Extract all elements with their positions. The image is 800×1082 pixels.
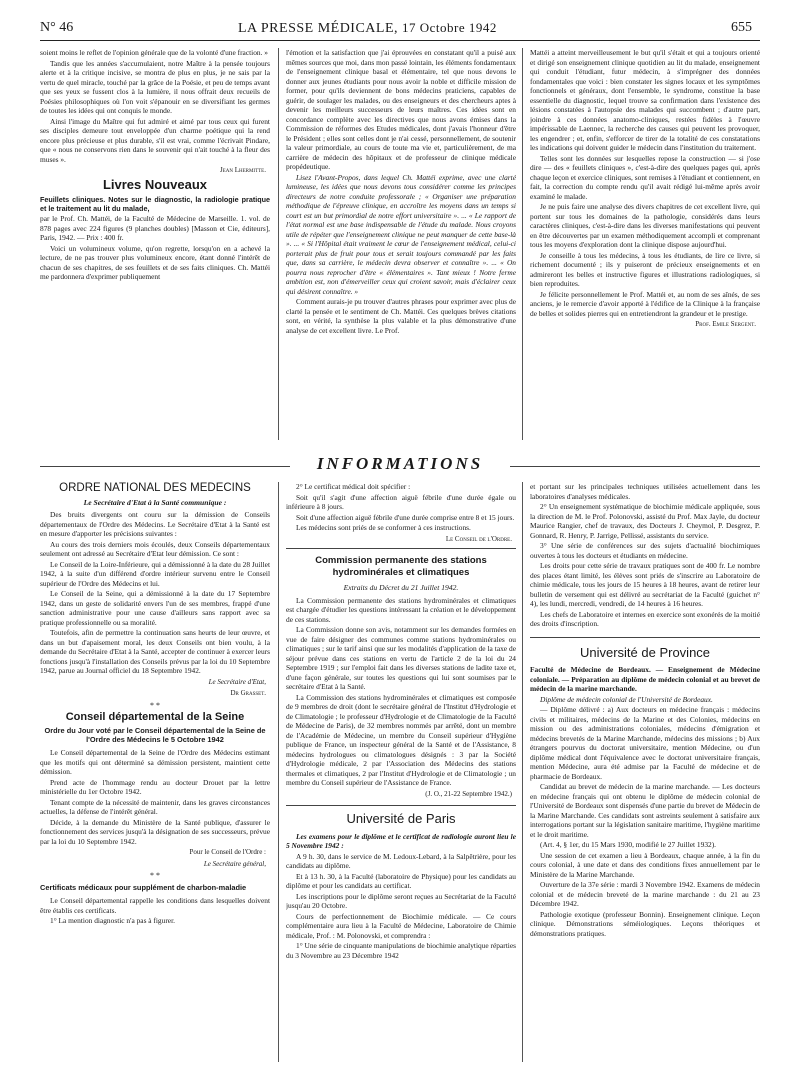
- top-column-1: [40, 48, 270, 448]
- paragraph: Tandis que les années s'accumulaient, notre Maître à la pensée toujours alerte et à la critique incisive, se montra de plus en plus, je ne sais par la vertu de quel miracle, touché par la grâce de la Poésie, et peu de temps avant que ses yeux se fussent clos à la lumière, il nous offrait deux recueils de Poésies philosophiques où l'on voit s'épanouir en se diversifiant les germes de toutes les idées qui ont conquis le monde.: [40, 58, 270, 115]
- section-title-ordre: ORDRE NATIONAL DES MÉDECINS: [59, 482, 251, 494]
- paragraph: 2° Un enseignement systématique de biochimie médicale appliquée, sous la direction de M. le Prof. Polonovski, assisté du Prof. Max Jayle, du docteur Maurice Rangier, chef de travaux, des Docteurs J. Cheymol, P. Desgrez, P. Gonnard, R. Henry, P. Jarrige, Pellissé, assistants du service.: [530, 502, 760, 540]
- paragraph: Des bruits divergents ont couru sur la démission de Conseils départementaux de l'Ordre des Médecins. Le Secrétaire d'Etat à la Santé est en mesure d'apporter les précisions suivantes :: [40, 510, 270, 538]
- seine-signature-title: Le Secrétaire général,: [203, 859, 266, 868]
- column-rule: [522, 48, 523, 440]
- paragraph: Faculté de Médecine de Bordeaux. — Enseignement de Médecine coloniale. — Préparation au diplôme de médecin colonial et au brevet de médecin de la marine marchande.: [530, 665, 760, 693]
- paragraph: Soit d'une affection aiguë fébrile d'une durée comprise entre 8 et 15 jours.: [296, 512, 515, 522]
- informations-rule-left: [40, 466, 290, 467]
- paragraph: Le Conseil de la Loire-Inférieure, qui a démissionné à la date du 28 Juillet 1942, à la suite d'un différend d'ordre intérieur survenu entre le Conseil supérieur de l'Ordre des Médecins et lui.: [40, 559, 270, 588]
- seine-signature: Pour le Conseil de l'Ordre :: [189, 848, 266, 856]
- paragraph: Prend acte de l'hommage rendu au docteur Drouet par la lettre ministérielle du 1er Octobre 1942.: [40, 777, 270, 796]
- paragraph: et portant sur les principales techniques utilisées actuellement dans les laboratoires d'analyses médicales.: [530, 482, 760, 501]
- ordre-signature-title: Le Secrétaire d'Etat,: [208, 677, 266, 686]
- column-rule: [278, 48, 279, 440]
- section-title-province: Université de Province: [579, 644, 711, 660]
- paragraph: Diplôme de médecin colonial de l'Université de Bordeaux.: [540, 694, 713, 704]
- section-title-commission: Commission permanente des stations hydrominérales et climatiques: [315, 555, 487, 578]
- paragraph: Le Conseil départemental de la Seine de l'Ordre des Médecins estimant que les motifs qui ont déterminé sa démission persistent, maintient cette démission.: [40, 748, 270, 776]
- section-title-certificats: Certificats médicaux pour supplément de charbon-maladie: [40, 883, 247, 892]
- paragraph: — Diplôme délivré : a) Aux docteurs en médecine français : médecins civils et militaires, médecins de la Marine et des Colonies, médecins en mission ou des administrations coloniales, médecins d'émigration et médecins brevetés de la Marine Marchande, médecins des missions ; b) Aux étrangers pourvus du doctorat universitaire, mention Médecine, ou d'un diplôme médical dont l'équivalence avec le doctorat universitaire français, mention Médecine, aura été admise par la Faculté de médecine et de pharmacie de Bordeaux.: [530, 705, 760, 781]
- seine-subtitle: Ordre du Jour voté par le Conseil départemental de la Seine de l'Ordre des Médecins le 5 Octobre 1942: [44, 726, 266, 744]
- header-rule: [40, 40, 760, 41]
- paragraph: Les inscriptions pour le diplôme seront reçues au Secrétariat de la Faculté jusqu'au 20 Octobre.: [286, 891, 516, 910]
- paragraph: Lisez l'Avant-Propos, dans lequel Ch. Mattéi exprime, avec une clarté lumineuse, les idées que nous devons tous considérer comme les principes directeurs de notre conduite professorale ; « Organiser une préparation méthodique de l'épreuve clinique, en accroître les moyens dans un temps si court est un but primordial de notre effort universitaire ». ... « Le rapport de l'état normal est une base indispensable de l'étude du malade. Nous croyons utile de répéter que l'enseignement clinique ne peut manquer de cette base-là ». ... « Si l'Hôpital était vraiment le cœur de l'enseignement médical, celui-ci porterait plus de fruit pour tous et serait toujours commandé par les faits que, dans sa carrière, le médecin devra observer et connaître ». ... « On pourra nous reprocher d'être « élémentaires ». Tant mieux ! Notre ferme ambition est, non d'émerveiller ceux qui croient savoir, mais d'éclairer ceux qui désirent connaître. »: [286, 172, 516, 296]
- page-header: [0, 20, 800, 42]
- issue-number: N° 46: [40, 20, 74, 35]
- bottom-column-3: [530, 482, 760, 1077]
- paragraph: A 9 h. 30, dans le service de M. Ledoux-Lebard, à la Salpêtrière, pour les candidats au diplôme.: [286, 851, 516, 870]
- section-title-livres: Livres Nouveaux: [102, 176, 208, 192]
- section-title-seine: Conseil départemental de la Seine: [65, 710, 245, 723]
- commission-subtitle: Extraits du Décret du 21 Juillet 1942.: [343, 583, 459, 592]
- paragraph: Ainsi l'image du Maître qui fut admiré et aimé par tous ceux qui furent ses disciples demeure tout enveloppée d'un charme poétique qui la rend encore plus précieuse et plus durable, s'il est vrai, comme l'écrivait Pindare, que « nous ne conservons rien dans le souvenir qui n'ait touché à la fleur des muses ».: [40, 116, 270, 164]
- paragraph: 2° Le certificat médical doit spécifier :: [296, 482, 411, 491]
- paragraph: Une session de cet examen a lieu à Bordeaux, chaque année, à la fin du cours colonial, à une date et dans des conditions fixes annuellement par le Ministère de la Marine Marchande.: [530, 850, 760, 879]
- paragraph: Je ne puis faire une analyse des divers chapitres de cet excellent livre, qui portent sur tous les domaines de la pathologie, considérés dans leurs caractères cliniques, c'est-à-dire dans les diverses manifestations qui peuvent en être découvertes par un examen méthodiquement accompli et comprenant tous les moyens d'exploration dont la clinique dispose aujourd'hui.: [530, 202, 760, 249]
- section-rule: [286, 548, 516, 549]
- bottom-column-1: [40, 482, 270, 1077]
- paragraph: Voici un volumineux volume, qu'on regrette, lorsqu'on en a achevé la lecture, de ne pas trouver plus volumineux encore, étant donné l'intérêt de chacun de ses chapitres, de ses feuillets et de ses faits cliniques. Ch. Mattéi me pardonnera d'exprimer publiquement: [40, 243, 270, 282]
- paragraph: Pathologie exotique (professeur Bonnin). Enseignement clinique. Leçon clinique. Démonstrations séméiologiques. Leçons théoriques et démonstrations pratiques.: [530, 909, 760, 938]
- page-number: 655: [731, 20, 752, 35]
- paragraph: Je félicite personnellement le Prof. Mattéi et, au nom de ses aînés, de ses anciens, je le remercie d'avoir apporté à l'édifice de la Clinique à la française de belles et solides pierres qui en entretiendront la grandeur et le prestige.: [530, 289, 760, 318]
- informations-title: INFORMATIONS: [316, 454, 484, 473]
- bottom-column-2: [286, 482, 516, 1077]
- section-rule: [286, 805, 516, 806]
- ordre-signature-name: Dr Grasset.: [230, 689, 266, 697]
- paragraph: Le Conseil départemental rappelle les conditions dans lesquelles doivent être établis ces certificats.: [40, 896, 270, 915]
- ordre-subtitle: Le Secrétaire d'Etat à la Santé communique :: [83, 497, 227, 507]
- section-rule: [530, 637, 760, 638]
- author-signature: Jean Lhermitte.: [219, 166, 266, 174]
- paragraph: Les examens pour le diplôme et le certificat de radiologie auront lieu le 5 Novembre 1942 :: [286, 831, 516, 850]
- section-separator-stars: * *: [150, 871, 160, 880]
- paragraph: Comment aurais-je pu trouver d'autres phrases pour exprimer avec plus de clarté la pensée et le sentiment de Ch. Mattéi. Ces quelques brèves citations sont, en vérité, la synthèse la plus valable et la plus démonstrative d'une analyse de cet excellent livre. Le Prof.: [286, 297, 516, 335]
- paragraph: l'émotion et la satisfaction que j'ai éprouvées en constatant qu'il a puisé aux mêmes sources que moi, dans mon passé lointain, les éléments fondamentaux de l'enseignement clinique basal et élémentaire, tel que nous devons le donner aux jeunes étudiants pour nous avoir la noble et difficile mission de former, pour qu'ils deviennent de bons médecins praticiens, capables de guérir, de soulager les malades, ou des enseigneurs et des chercheurs aptes à devenir les meilleurs successeurs de leurs maîtres. Ces idées sont en concordance complète avec les directives que nous avons émises dans la Commission de réformes des Etudes médicales, dont j'avais l'honneur d'être le Président ; elles sont celles dont je n'ai cessé, personnellement, de soutenir la valeur primordiale, au cours de toute ma vie et, particulièrement, de ma carrière de médecin des hôpitaux et de professeur de clinique médicale propédeutique.: [286, 48, 516, 171]
- paragraph: Les médecins sont priés de se conformer à ces instructions.: [296, 523, 471, 532]
- section-separator-stars: * *: [150, 700, 160, 710]
- paragraph: 3° Une série de conférences sur des sujets d'actualité biochimiques ouvertes à tous les docteurs et étudiants en médecine.: [530, 541, 760, 560]
- issue-date: 17 Octobre 1942: [402, 20, 497, 35]
- paragraph: 1° Une série de cinquante manipulations de biochimie analytique réparties du 3 Novembre au 23 Décembre 1942: [286, 941, 516, 960]
- paragraph: Cours de perfectionnement de Biochimie médicale. — Ce cours complémentaire aura lieu à la Faculté de Médecine, Laboratoire de Chimie médicale, Prof. : M. Polonovski, et comprendra :: [286, 911, 516, 940]
- book-title: Feuillets cliniques. Notes sur le diagnostic, la radiologie pratique et le traitement au lit du malade,: [40, 195, 270, 214]
- book-bibliography: par le Prof. Ch. Mattéi, de la Faculté de Médecine de Marseille. 1. vol. de 878 pages avec 224 figures (9 planches doubles) [Masson et Cie, éditeurs], Paris, 1942. — Prix : 400 fr.: [40, 214, 270, 243]
- journal-title: [238, 20, 497, 37]
- paragraph: soient moins le reflet de l'opinion générale que de la volonté d'une fraction. »: [40, 48, 269, 57]
- paragraph: La Commission donne son avis, notamment sur les demandes formées en vue de faire désigner des communes comme stations hydrominérales ou climatiques ; sur le tarif ainsi que sur les modalités d'application de la taxe de séjour prévue dans ces stations en vertu de l'article 2 de la loi du 24 Septembre 1919 ; sur l'emploi fait dans les diverses stations de ladite taxe et, d'une façon générale, sur toutes les questions qui lui sont soumises par le secrétaire d'Etat à la Santé.: [286, 625, 516, 691]
- paragraph: Les droits pour cette série de travaux pratiques sont de 400 fr. Le nombre des places étant limité, les élèves sont priés de s'inscrire au Laboratoire de chimie médicale, tous les jours de 15 heures à 18 heures, avant de retirer leur bulletin de versement qui est délivré au secrétariat de la Faculté (guichet n° 4), les lundi, mercredi, vendredi, de 14 heures à 16 heures.: [530, 561, 760, 608]
- paragraph: La Commission des stations hydrominérales et climatiques est composée de 9 membres de droit (dont le secrétaire général de l'Institut d'Hydrologie et de Climatologie ; le professeur d'Hydrologie et de Climatologie de la Faculté de Médecine de Paris), de 32 membres nommés par arrêté, dont un membre de l'Académie de Médecine, un membre du Conseil supérieur d'Hygiène publique de France, un inspecteur général de la Santé et de l'Assistance, 8 médecins hydrologues ou climatologues désignés : 3 par la Société d'Hydrologie médicale, 2 par l'Association des Médecins des stations thermales et climatiques, 2 par l'Institut d'Hydrologie et de Climatologie ; un membre du Conseil supérieur de l'Assistance de France.: [286, 692, 516, 787]
- paragraph: Et à 13 h. 30, à la Faculté (laboratoire de Physique) pour les candidats au diplôme et pour les candidats au certificat.: [286, 871, 516, 890]
- paragraph: Au cours des trois derniers mois écoulés, deux Conseils départementaux seulement ont adressé au Secrétaire d'Etat leur démission. Ce sont :: [40, 539, 270, 558]
- paragraph: Candidat au brevet de médecin de la marine marchande. — Les docteurs en médecine français qui ont obtenu le diplôme de médecin colonial de l'Université de Bordeaux sont dispensés d'une partie du brevet de Médecin de la Marine Marchande. Ces candidats sont astreints seulement à satisfaire aux interrogations portant sur la législation sanitaire maritime, l'hygiène maritime et le droit maritime.: [530, 782, 760, 839]
- paragraph: Tenant compte de la nécessité de maintenir, dans les graves circonstances actuelles, la défense de l'intérêt général.: [40, 797, 270, 816]
- journal-officiel-ref: (J. O., 21-22 Septembre 1942.): [425, 789, 512, 798]
- section-title-paris: Université de Paris: [346, 811, 456, 826]
- paragraph: Les chefs de Laboratoire et internes en exercice sont exonérés de la moitié des droits d'inscription.: [530, 609, 760, 628]
- paragraph: Le Conseil de la Seine, qui a démissionné à la date du 17 Septembre 1942, dans un geste de solidarité envers l'un de ses membres, frappé d'une sanction administrative pour une cause d'ailleurs sans rapport avec sa pratique professionnelle ou sa moralité.: [40, 589, 270, 627]
- top-column-3: [530, 48, 760, 448]
- paragraph: Toutefois, afin de permettre la continuation sans heurts de leur œuvre, et dans un but d'apaisement moral, les deux Conseils ont bien voulu, à la demande du Secrétaire d'Etat à la Santé, accepter de continuer à exercer leurs fonctions jusqu'à l'installation des Conseils prévus par la loi du 10 Septembre 1942, parue au Journal officiel du 18 Septembre 1942.: [40, 628, 270, 675]
- conseil-signature: Le Conseil de l'Ordre.: [445, 534, 512, 543]
- informations-rule-right: [510, 466, 760, 467]
- paragraph: Ouverture de la 37e série : mardi 3 Novembre 1942. Examens de médecin colonial et de médecin breveté de la marine marchande : du 21 au 23 Décembre 1942.: [530, 880, 760, 908]
- author-signature: Prof. Emile Sergent.: [695, 320, 756, 328]
- paragraph: La Commission permanente des stations hydrominérales et climatiques est chargée d'étudier les questions intéressant la création et le développement de ces stations.: [286, 595, 516, 624]
- paragraph: Je conseille à tous les médecins, à tous les étudiants, de lire ce livre, si richement documenté ; ils y puiseront de précieux enseignements et en admireront les belles et instructive figures et illustrations radiologiques, si bien reproduites.: [530, 250, 760, 288]
- paragraph: Mattéi a atteint merveilleusement le but qu'il s'était et qui a toujours orienté et dirigé son enseignement clinique quotidien au lit du malade, enseignement qui conduit l'étudiant, futur médecin, à s'imprégner des données fondamentales que voici : bien constater les signes locaux et les symptômes fonctionnels et généraux, dont l'ensemble, le syndrome, constitue la base essentielle du diagnostic, lequel trouve sa confirmation dans l'existence des lésions constatées à l'autopsie des malades qui succombent ; d'autre part, joindre à ces données anatomo-cliniques, restées fidèles à l'œuvre impérissable de Laennec, la recherche des causes qui peuvent les provoquer, les engendrer ; et, enfin, s'efforcer de tirer de la totalité de ces constatations les indications qui doivent guider le médecin dans l'institution du traitement.: [530, 48, 760, 152]
- paragraph: Soit qu'il s'agit d'une affection aiguë fébrile d'une durée égale ou inférieure à 8 jours.: [286, 492, 516, 511]
- paragraph: Décide, à la demande du Ministère de la Santé publique, d'assurer le fonctionnement des services jusqu'à la désignation de ses successeurs, prévue par la loi du 10 Septembre 1942.: [40, 817, 270, 846]
- top-column-2: [286, 48, 516, 448]
- column-rule: [278, 482, 279, 1062]
- paragraph: Telles sont les données sur lesquelles repose la construction — si j'ose dire — des « feuillets cliniques », c'est-à-dire des quelques pages qui, après chaque leçon et exercice cliniques, sont remises à l'étudiant et contiennent, en fait, la correction du compte rendu qu'il avait rédigé lui-même après avoir examiné le malade.: [530, 153, 760, 201]
- column-rule: [522, 482, 523, 1062]
- paragraph: 1° La mention diagnostic n'a pas à figurer.: [50, 916, 175, 925]
- journal-name: LA PRESSE MÉDICALE,: [238, 21, 399, 36]
- paragraph: (Art. 4, § 1er, du 15 Mars 1930, modifié le 27 Juillet 1932).: [540, 840, 717, 849]
